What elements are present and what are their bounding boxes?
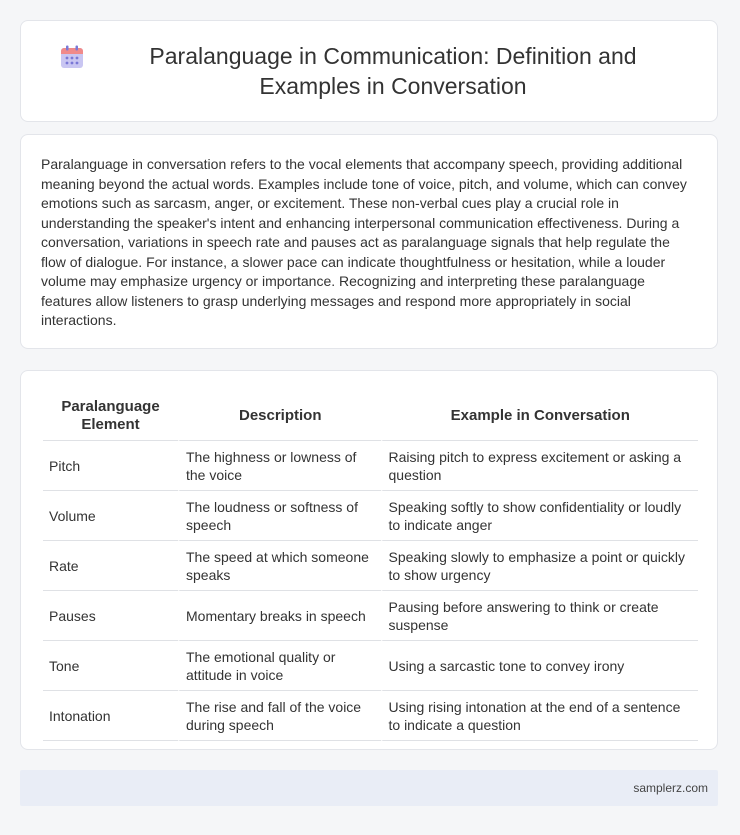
- header-example: Example in Conversation: [381, 391, 699, 441]
- cell-element: Tone: [43, 641, 178, 691]
- cell-example: Using rising intonation at the end of a sentence to indicate a question: [381, 691, 699, 741]
- cell-element: Pauses: [43, 591, 178, 641]
- cell-element: Pitch: [43, 441, 178, 491]
- table-header-row: [43, 391, 698, 441]
- table-row: [43, 441, 698, 491]
- paralanguage-table: [43, 391, 698, 741]
- cell-example: Speaking slowly to emphasize a point or quickly to show urgency: [381, 541, 699, 591]
- title-wrap: [59, 41, 679, 101]
- page-title: Paralanguage in Communication: Definition and Examples in Conversation: [149, 43, 637, 99]
- calendar-icon: [59, 44, 85, 70]
- cell-example: Raising pitch to express excitement or asking a question: [381, 441, 699, 491]
- cell-description: The speed at which someone speaks: [178, 541, 381, 591]
- cell-description: Momentary breaks in speech: [178, 591, 381, 641]
- cell-element: Rate: [43, 541, 178, 591]
- table-row: [43, 491, 698, 541]
- header-description: Description: [178, 391, 381, 441]
- cell-element: Volume: [43, 491, 178, 541]
- cell-description: The loudness or softness of speech: [178, 491, 381, 541]
- title-card: [20, 20, 718, 122]
- footer-site-link[interactable]: samplerz.com: [633, 781, 708, 795]
- cell-description: The rise and fall of the voice during speech: [178, 691, 381, 741]
- intro-card: [20, 134, 718, 349]
- cell-example: Using a sarcastic tone to convey irony: [381, 641, 699, 691]
- table-row: [43, 591, 698, 641]
- header-element: Paralanguage Element: [43, 391, 178, 441]
- footer: [20, 770, 718, 806]
- table-card: [20, 370, 718, 750]
- cell-description: The highness or lowness of the voice: [178, 441, 381, 491]
- cell-example: Pausing before answering to think or create suspense: [381, 591, 699, 641]
- table-row: [43, 541, 698, 591]
- table-row: [43, 691, 698, 741]
- cell-description: The emotional quality or attitude in voice: [178, 641, 381, 691]
- cell-example: Speaking softly to show confidentiality or loudly to indicate anger: [381, 491, 699, 541]
- cell-element: Intonation: [43, 691, 178, 741]
- intro-paragraph: Paralanguage in conversation refers to the vocal elements that accompany speech, providing additional meaning beyond the actual words. Examples include tone of voice, pitch, and volume, which can convey emotions such as sarcasm, anger, or excitement. These non-verbal cues play a crucial role in understanding the speaker's intent and enhancing interpersonal communication effectiveness. During a conversation, variations in speech rate and pauses act as paralanguage signals that help regulate the flow of dialogue. For instance, a slower pace can indicate thoughtfulness or hesitation, while a louder volume may emphasize urgency or importance. Recognizing and interpreting these paralanguage features allow listeners to grasp underlying messages and respond more appropriately in social interactions.: [41, 156, 687, 328]
- table-row: [43, 641, 698, 691]
